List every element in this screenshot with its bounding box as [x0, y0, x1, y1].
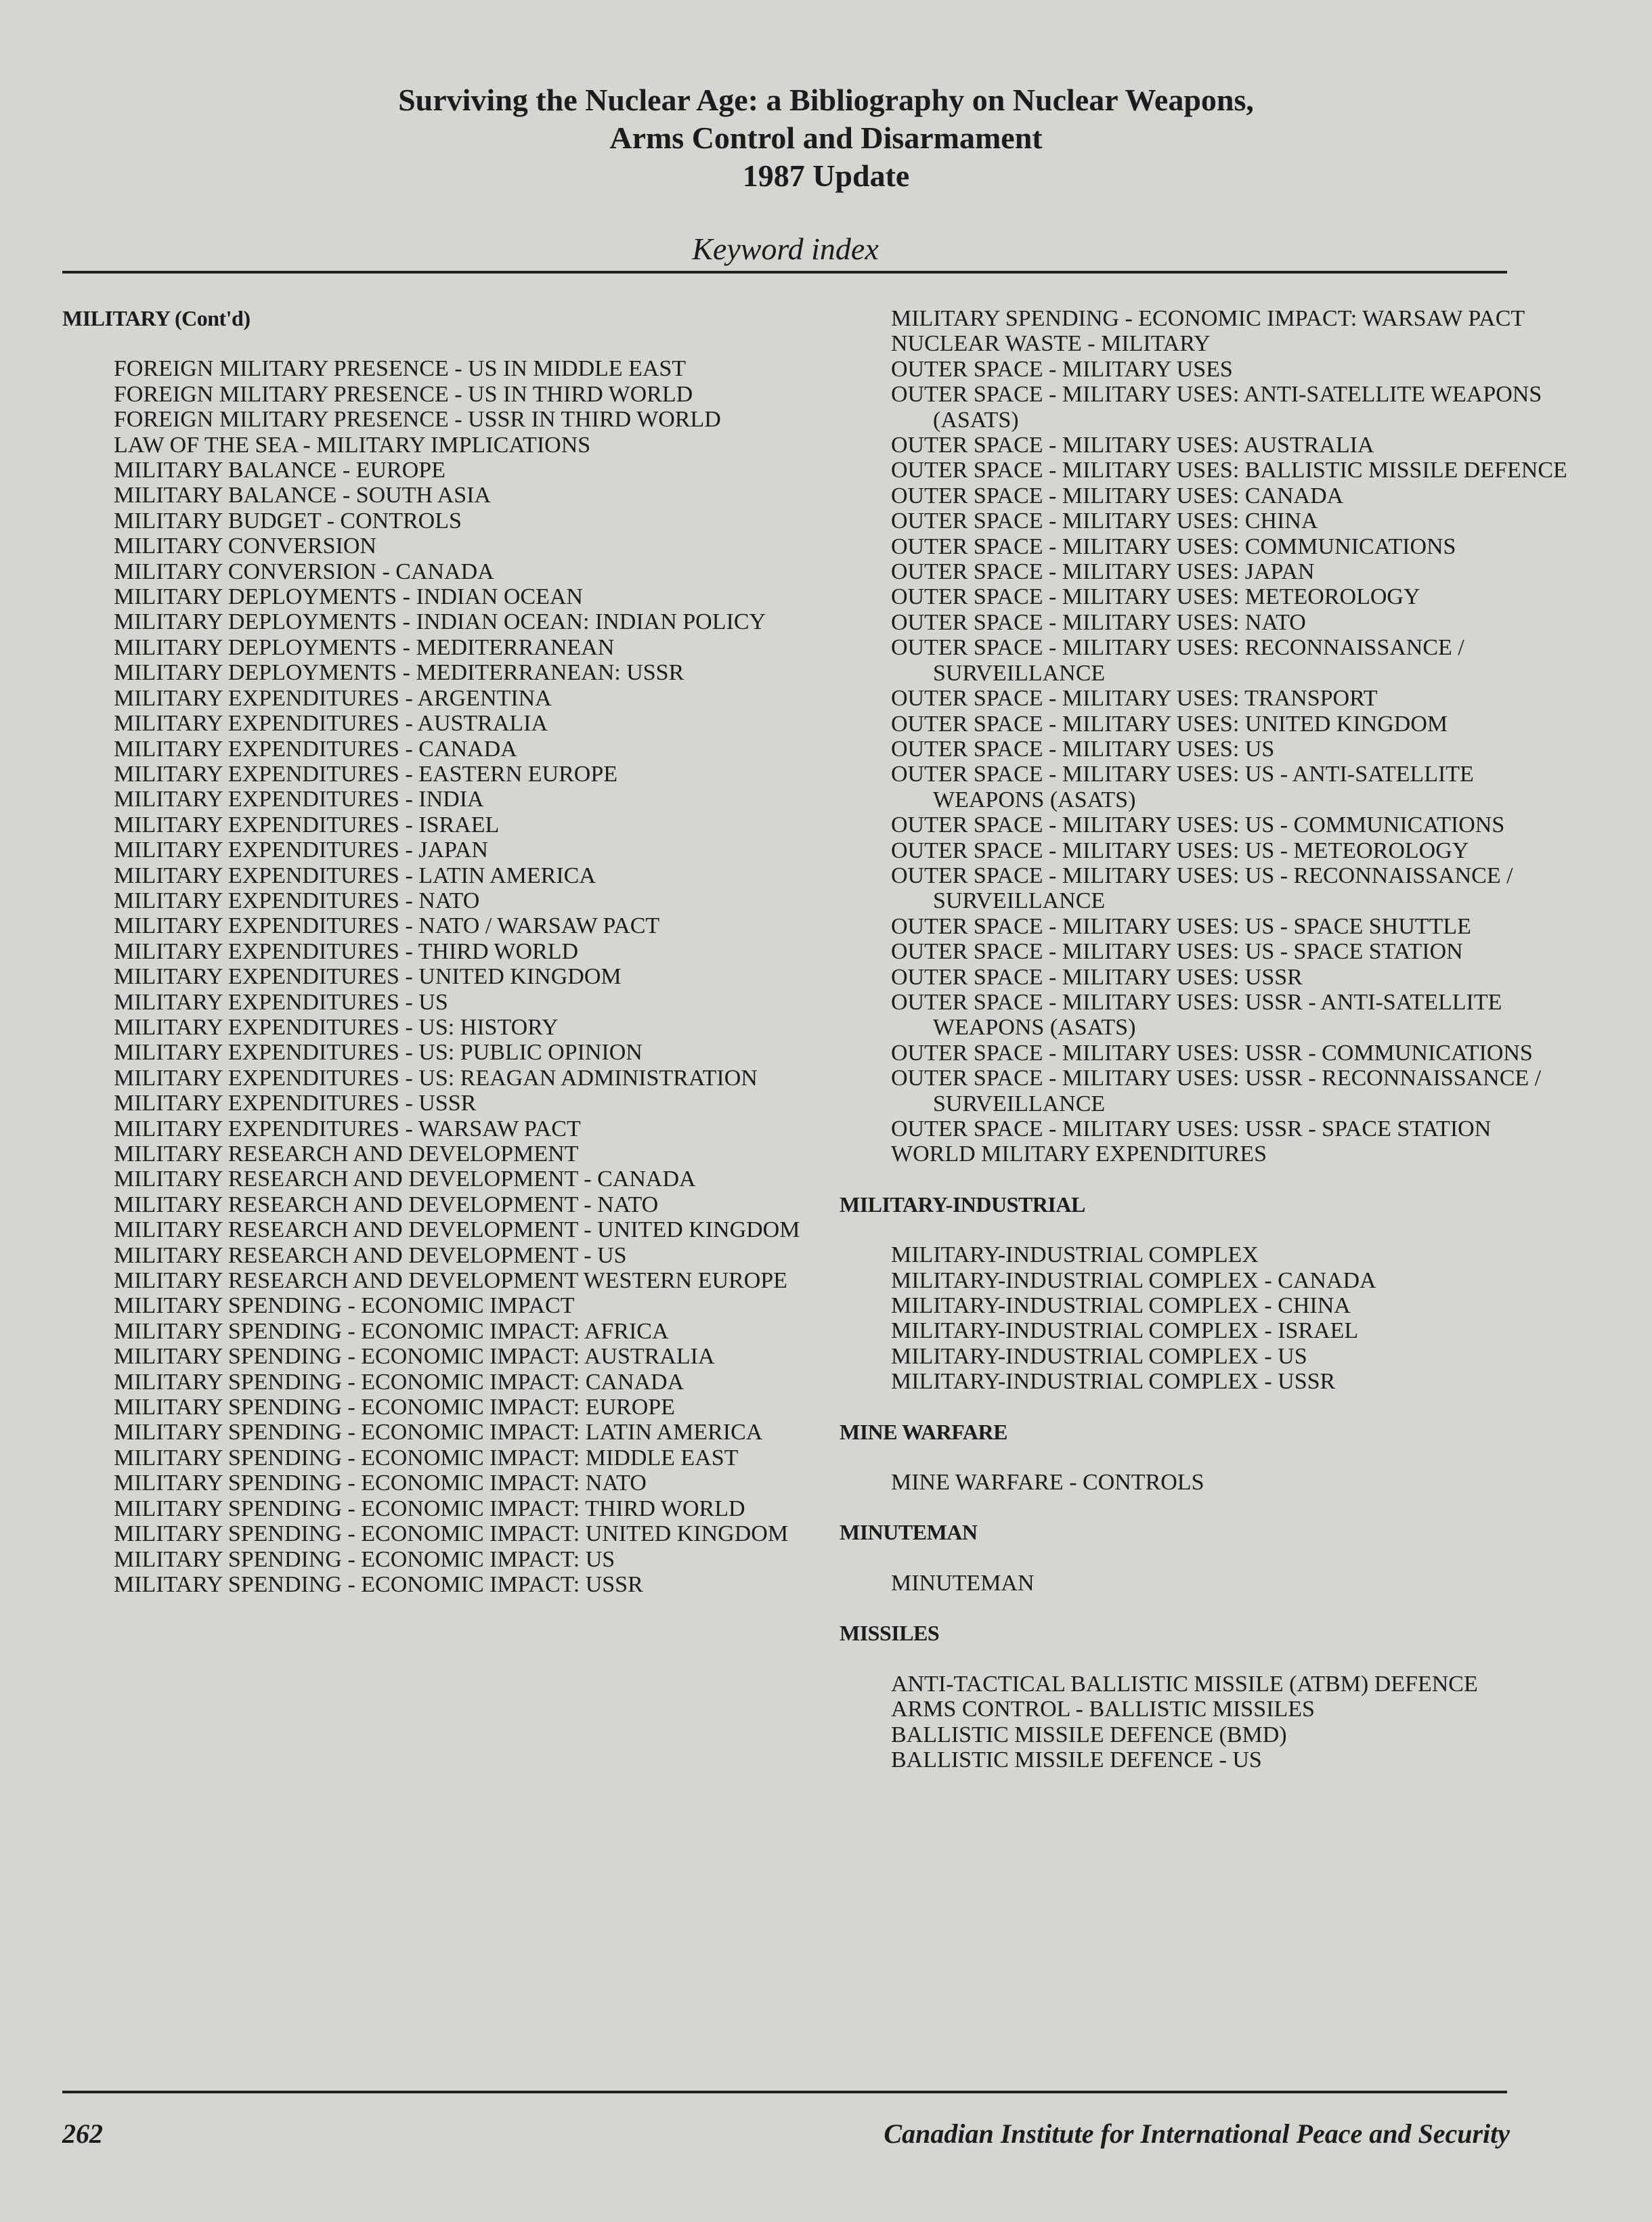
index-entry: MILITARY EXPENDITURES - JAPAN [114, 837, 488, 863]
index-entry: OUTER SPACE - MILITARY USES: USSR - SPACE STATION [891, 1116, 1492, 1141]
index-entry: MILITARY EXPENDITURES - ISRAEL [114, 812, 500, 837]
index-entry: MILITARY BALANCE - EUROPE [114, 458, 445, 483]
index-entry: FOREIGN MILITARY PRESENCE - US IN THIRD WORLD [114, 381, 693, 407]
index-heading: MINE WARFARE [840, 1419, 1007, 1444]
index-entry: MILITARY RESEARCH AND DEVELOPMENT [114, 1141, 579, 1167]
title-line-2: Arms Control and Disarmament [609, 121, 1043, 155]
index-entry: MILITARY RESEARCH AND DEVELOPMENT - CANADA [114, 1167, 696, 1192]
index-entry: OUTER SPACE - MILITARY USES: TRANSPORT [891, 686, 1378, 712]
index-entry: OUTER SPACE - MILITARY USES: AUSTRALIA [891, 433, 1374, 458]
index-entry: MILITARY EXPENDITURES - US: HISTORY [114, 1014, 559, 1040]
title-line-3: 1987 Update [742, 158, 910, 193]
index-entry: NUCLEAR WASTE - MILITARY [891, 331, 1211, 357]
index-entry: MILITARY BALANCE - SOUTH ASIA [114, 483, 492, 508]
index-entry: MILITARY CONVERSION - CANADA [114, 559, 494, 584]
document-title [0, 81, 1652, 195]
spacer [840, 1596, 1584, 1621]
index-entry: MILITARY EXPENDITURES - WARSAW PACT [114, 1116, 581, 1141]
index-entry: MILITARY RESEARCH AND DEVELOPMENT WESTERN EUROPE [114, 1268, 787, 1294]
index-entry: MINE WARFARE - CONTROLS [891, 1470, 1204, 1496]
index-entry: MILITARY RESEARCH AND DEVELOPMENT - NATO [114, 1192, 659, 1217]
index-entry: OUTER SPACE - MILITARY USES: CHINA [891, 508, 1318, 534]
index-entry: OUTER SPACE - MILITARY USES: USSR - ANTI-SATELLITE WEAPONS (ASATS) [891, 989, 1502, 1041]
index-entry: MILITARY RESEARCH AND DEVELOPMENT - US [114, 1242, 627, 1268]
index-heading: MILITARY (Cont'd) [62, 306, 251, 330]
index-entry: MILITARY CONVERSION [114, 533, 376, 559]
index-entry: LAW OF THE SEA - MILITARY IMPLICATIONS [114, 432, 591, 458]
index-heading: MISSILES [840, 1621, 940, 1646]
spacer [62, 331, 807, 356]
index-entry: OUTER SPACE - MILITARY USES: UNITED KINGDOM [891, 711, 1448, 737]
index-entry: OUTER SPACE - MILITARY USES: US - SPACE STATION [891, 939, 1463, 965]
index-entry: MILITARY-INDUSTRIAL COMPLEX [891, 1242, 1259, 1268]
index-entry: OUTER SPACE - MILITARY USES: RECONNAISSANCE / SURVEILLANCE [891, 635, 1464, 686]
index-entry: MILITARY DEPLOYMENTS - INDIAN OCEAN: INDIAN POLICY [114, 609, 766, 635]
index-entry: OUTER SPACE - MILITARY USES: USSR - RECONNAISSANCE / SURVEILLANCE [891, 1066, 1542, 1116]
index-entry: OUTER SPACE - MILITARY USES: US - RECONNAISSANCE / SURVEILLANCE [891, 863, 1513, 914]
spacer [840, 1546, 1584, 1571]
index-entry: MILITARY SPENDING - ECONOMIC IMPACT: MIDDLE EAST [114, 1445, 739, 1471]
index-entry: MILITARY EXPENDITURES - ARGENTINA [114, 685, 552, 711]
index-entry: MILITARY SPENDING - ECONOMIC IMPACT: NATO [114, 1471, 647, 1496]
index-entry: OUTER SPACE - MILITARY USES: USSR - COMMUNICATIONS [891, 1040, 1533, 1066]
index-entry: MILITARY EXPENDITURES - THIRD WORLD [114, 938, 579, 964]
index-entry: MILITARY DEPLOYMENTS - INDIAN OCEAN [114, 584, 583, 610]
index-entry: MILITARY RESEARCH AND DEVELOPMENT - UNITED KINGDOM [114, 1217, 800, 1243]
index-entry: MILITARY SPENDING - ECONOMIC IMPACT: AFRICA [114, 1318, 669, 1344]
index-entry: MILITARY-INDUSTRIAL COMPLEX - ISRAEL [891, 1318, 1359, 1344]
index-entry: MILITARY-INDUSTRIAL COMPLEX - CHINA [891, 1293, 1351, 1319]
index-entry: ARMS CONTROL - BALLISTIC MISSILES [891, 1697, 1315, 1722]
title-line-1: Surviving the Nuclear Age: a Bibliography on Nuclear Weapons, [398, 83, 1254, 117]
index-entry: FOREIGN MILITARY PRESENCE - USSR IN THIRD WORLD [114, 407, 721, 433]
index-entry: OUTER SPACE - MILITARY USES: ANTI-SATELLITE WEAPONS (ASATS) [891, 382, 1542, 433]
index-entry: MILITARY SPENDING - ECONOMIC IMPACT: AUSTRALIA [114, 1344, 715, 1370]
index-entry: OUTER SPACE - MILITARY USES: COMMUNICATIONS [891, 533, 1456, 559]
index-entry: MILITARY EXPENDITURES - LATIN AMERICA [114, 863, 596, 888]
index-entry: OUTER SPACE - MILITARY USES: US [891, 736, 1275, 762]
index-entry: OUTER SPACE - MILITARY USES: NATO [891, 609, 1306, 635]
index-entry: MILITARY SPENDING - ECONOMIC IMPACT: EUROPE [114, 1395, 675, 1420]
index-entry: OUTER SPACE - MILITARY USES: USSR [891, 964, 1303, 990]
bottom-rule [62, 2091, 1507, 2093]
index-entry: MILITARY-INDUSTRIAL COMPLEX - CANADA [891, 1267, 1376, 1293]
spacer [840, 1395, 1584, 1420]
publisher-name: Canadian Institute for International Peace and Security [884, 2118, 1510, 2149]
index-entry: WORLD MILITARY EXPENDITURES [891, 1141, 1267, 1167]
index-heading: MINUTEMAN [840, 1520, 978, 1545]
index-entry: OUTER SPACE - MILITARY USES: METEOROLOGY [891, 584, 1420, 610]
spacer [840, 1647, 1584, 1672]
left-column [62, 306, 807, 1597]
index-entry: OUTER SPACE - MILITARY USES: JAPAN [891, 559, 1315, 585]
index-entry: MILITARY DEPLOYMENTS - MEDITERRANEAN [114, 634, 615, 660]
index-entry: FOREIGN MILITARY PRESENCE - US IN MIDDLE EAST [114, 356, 687, 382]
index-entry: MILITARY EXPENDITURES - US: REAGAN ADMINISTRATION [114, 1065, 758, 1091]
index-entry: MILITARY SPENDING - ECONOMIC IMPACT: WARSAW PACT [891, 306, 1525, 331]
index-entry: MINUTEMAN [891, 1570, 1035, 1596]
spacer [840, 1217, 1584, 1242]
index-entry: MILITARY EXPENDITURES - EASTERN EUROPE [114, 761, 617, 787]
index-entry: OUTER SPACE - MILITARY USES: US - SPACE SHUTTLE [891, 913, 1471, 939]
section-subtitle: Keyword index [692, 232, 879, 266]
index-entry: MILITARY-INDUSTRIAL COMPLEX - USSR [891, 1369, 1336, 1395]
index-entry: OUTER SPACE - MILITARY USES: US - ANTI-SATELLITE WEAPONS (ASATS) [891, 762, 1474, 812]
index-entry: MILITARY SPENDING - ECONOMIC IMPACT: CANADA [114, 1369, 684, 1395]
index-entry: MILITARY EXPENDITURES - US: PUBLIC OPINION [114, 1040, 643, 1066]
index-entry: MILITARY EXPENDITURES - NATO [114, 888, 480, 913]
index-entry: MILITARY SPENDING - ECONOMIC IMPACT: USSR [114, 1571, 643, 1597]
page-number: 262 [62, 2118, 103, 2149]
index-entry: MILITARY EXPENDITURES - AUSTRALIA [114, 711, 548, 737]
index-entry: BALLISTIC MISSILE DEFENCE - US [891, 1747, 1262, 1772]
index-entry: MILITARY EXPENDITURES - UNITED KINGDOM [114, 964, 622, 990]
index-entry: BALLISTIC MISSILE DEFENCE (BMD) [891, 1722, 1287, 1747]
index-entry: MILITARY EXPENDITURES - US [114, 989, 448, 1015]
index-heading: MILITARY-INDUSTRIAL [840, 1192, 1085, 1217]
index-entry: MILITARY SPENDING - ECONOMIC IMPACT: LATIN AMERICA [114, 1420, 763, 1445]
index-entry: ANTI-TACTICAL BALLISTIC MISSILE (ATBM) DEFENCE [891, 1671, 1478, 1697]
index-entry: MILITARY EXPENDITURES - NATO / WARSAW PACT [114, 913, 660, 939]
index-entry: MILITARY EXPENDITURES - USSR [114, 1091, 477, 1116]
index-entry: OUTER SPACE - MILITARY USES [891, 356, 1233, 382]
index-entry: MILITARY DEPLOYMENTS - MEDITERRANEAN: USSR [114, 660, 684, 686]
index-entry: MILITARY BUDGET - CONTROLS [114, 508, 462, 533]
top-rule [62, 271, 1507, 274]
index-entry: MILITARY EXPENDITURES - INDIA [114, 787, 484, 812]
index-entry: OUTER SPACE - MILITARY USES: BALLISTIC MISSILE DEFENCE [891, 458, 1567, 483]
index-entry: OUTER SPACE - MILITARY USES: CANADA [891, 483, 1344, 508]
index-entry: MILITARY SPENDING - ECONOMIC IMPACT [114, 1293, 575, 1319]
index-entry: MILITARY-INDUSTRIAL COMPLEX - US [891, 1343, 1307, 1369]
index-entry: OUTER SPACE - MILITARY USES: US - COMMUNICATIONS [891, 812, 1505, 838]
index-entry: MILITARY SPENDING - ECONOMIC IMPACT: THIRD WORLD [114, 1496, 745, 1521]
index-entry: MILITARY SPENDING - ECONOMIC IMPACT: UNITED KINGDOM [114, 1521, 789, 1547]
spacer [840, 1495, 1584, 1520]
index-entry: OUTER SPACE - MILITARY USES: US - METEOROLOGY [891, 837, 1469, 863]
index-entry: MILITARY EXPENDITURES - CANADA [114, 736, 517, 762]
index-entry: MILITARY SPENDING - ECONOMIC IMPACT: US [114, 1546, 615, 1572]
spacer [840, 1167, 1584, 1192]
right-column [840, 306, 1584, 1772]
spacer [840, 1445, 1584, 1470]
